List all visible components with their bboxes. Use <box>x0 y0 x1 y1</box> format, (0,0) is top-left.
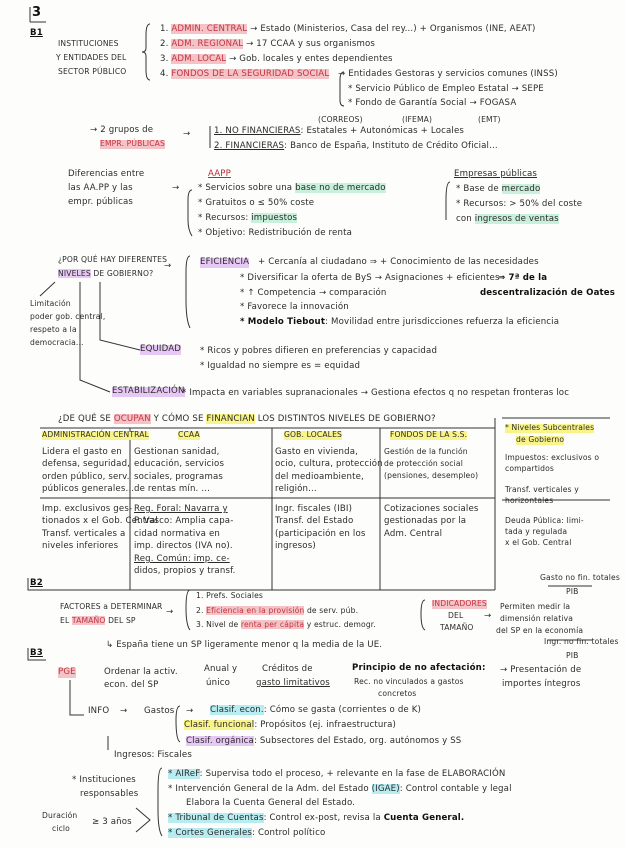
medir-1: Permiten medir la <box>500 602 571 611</box>
duracion-3: ≥ 3 años <box>92 817 132 827</box>
frac2-num: Ingr. no fin. totales <box>544 637 619 646</box>
annot-emt: (EMT) <box>478 115 501 124</box>
limitacion-4: democracia... <box>30 338 84 347</box>
instituciones-line3: SECTOR PÚBLICO <box>58 67 127 76</box>
medir-2: dimensión relativa <box>500 614 574 623</box>
recursos-1: Rec. no vinculados a gastos <box>354 677 464 686</box>
duracion-2: ciclo <box>52 824 70 833</box>
grupos-line2: EMPR. PÚBLICAS <box>100 139 165 148</box>
ingresos: Ingresos: Fiscales <box>114 750 192 760</box>
pref-1: 1. Prefs. Sociales <box>196 591 264 600</box>
eficiencia-5: * Modelo Tiebout: Movilidad entre jurisdicciones refuerza la eficiencia <box>240 317 560 327</box>
recursos-2: concretos <box>378 689 417 698</box>
estabilizacion-1: * Impacta en variables supranacionales → Gestiona efectos q no respetan fronteras loc <box>182 388 570 398</box>
annot-correos: (CORREOS) <box>318 115 363 124</box>
equidad-2: * Igualdad no siempre es = equidad <box>200 361 361 371</box>
financieras: 2. FINANCIERAS: Banco de España, Instituto de Crédito Oficial... <box>214 141 498 151</box>
aapp-3: * Recursos: impuestos <box>198 213 298 223</box>
item-4: 4. FONDOS DE LA SEGURIDAD SOCIAL <box>160 69 330 79</box>
limitacion-1: Limitación <box>30 299 71 308</box>
diferencias-line1: Diferencias entre <box>68 169 145 179</box>
side-impuestos: Impuestos: exclusivos o compartidos <box>505 453 600 473</box>
arrow-diferencias: → <box>172 183 180 193</box>
col-header-ccaa: CCAA <box>178 430 200 439</box>
col-header-fondos: FONDOS DE LA S.S. <box>390 430 468 439</box>
page-number: 3 <box>32 5 42 20</box>
fondo-3: * Fondo de Garantía Social → FOGASA <box>348 98 517 108</box>
arrow-info: → <box>120 706 128 716</box>
limitacion-2: poder gob. central, <box>30 312 106 321</box>
annot-ifema: (IFEMA) <box>402 115 433 124</box>
creditos-1: Créditos de <box>262 664 313 674</box>
col-header-central: ADMINISTRACIÓN CENTRAL <box>42 430 149 439</box>
no-financieras: 1. NO FINANCIERAS: Estatales + Autonómicas + Locales <box>214 126 465 136</box>
indicadores-3: TAMAÑO <box>440 623 474 632</box>
cell-r2-c1: Imp. exclusivos ges- tionados x el Gob. Central Transf. verticales a niveles inferiores <box>42 504 158 552</box>
eficiencia-2: * Diversificar la oferta de ByS → Asignaciones + eficientes <box>240 273 500 283</box>
equidad-1: * Ricos y pobres difieren en preferencias y capacidad <box>200 346 438 356</box>
aapp-2: * Gratuitos o ≤ 50% coste <box>198 198 315 208</box>
instituciones-line2: Y ENTIDADES DEL <box>56 53 127 62</box>
section-b1-label: B1 <box>30 28 43 38</box>
eficiencia-label: EFICIENCIA <box>200 257 250 267</box>
empresas-1: * Base de mercado <box>456 184 541 194</box>
medir-3: del SP en la economía <box>496 626 584 635</box>
frac1-num: Gasto no fin. totales <box>540 573 620 582</box>
diferencias-line3: empr. públicas <box>68 197 134 207</box>
info-label: INFO <box>88 706 110 716</box>
clasif-funcional: Clasif. funcional: Propósitos (ej. infraestructura) <box>184 720 397 730</box>
frac2-den: PIB <box>566 651 579 660</box>
ordenar-2: econ. del SP <box>104 680 159 690</box>
cell-r1-c3: Gasto en vivienda, ocio, cultura, protección del medioambiente, religión... <box>275 447 383 495</box>
inst-2: responsables <box>80 789 139 799</box>
cell-r2-c4: Cotizaciones sociales gestionadas por la Adm. Central <box>384 504 479 539</box>
eficiencia-1: + Cercanía al ciudadano ⇒ + Conocimiento de las necesidades <box>258 257 539 267</box>
estabilizacion-label: ESTABILIZACIÓN <box>112 386 185 396</box>
question-line2: NIVELES DE GOBIERNO? <box>58 269 154 278</box>
limitacion-3: respeto a la <box>30 325 77 334</box>
clasif-economica: Clasif. econ.: Cómo se gasta (corrientes o de K) <box>210 705 422 715</box>
section-b2-label: B2 <box>30 578 43 588</box>
anual-2: único <box>206 678 231 688</box>
cell-r2-c3: Ingr. fiscales (IBI) Transf. del Estado (participación en los ingresos) <box>275 504 366 552</box>
aapp-1: * Servicios sobre una base no de mercado <box>198 183 386 193</box>
duracion-1: Duración <box>42 811 78 820</box>
arrow-factores: → <box>166 607 174 617</box>
cell-r1-c4: Gestión de la función de protección social (pensiones, desempleo) <box>384 447 479 480</box>
empresas-3: con ingresos de ventas <box>456 214 559 224</box>
frac1-den: PIB <box>566 587 579 596</box>
side-header-2: de Gobierno <box>516 435 565 444</box>
fondo-2: * Servicio Público de Empleo Estatal → SEPE <box>348 84 544 94</box>
resp-igae-2: Elabora la Cuenta General del Estado. <box>186 798 356 808</box>
inst-1: * Instituciones <box>72 775 136 785</box>
presentacion-1: → Presentación de <box>500 665 582 675</box>
eficiencia-3: * ↑ Competencia → comparación <box>240 288 387 298</box>
item-3: 3. ADM. LOCAL → Gob. locales y entes dependientes <box>160 54 393 64</box>
cell-r2-c2: Reg. Foral: Navarra y P. Vasco: Amplia capa- cidad normativa en imp. directos (IVA no). Reg. Común: imp. ce- didos, propios y transf. <box>134 504 236 577</box>
resp-tribunal: * Tribunal de Cuentas: Control ex-post, revisa la Cuenta General. <box>168 813 465 823</box>
pref-3: 3. Nivel de renta per cápita y estruc. demogr. <box>196 620 376 629</box>
item-2: 2. ADM. REGIONAL → 17 CCAA y sus organismos <box>160 39 376 49</box>
cell-r1-c2: Gestionan sanidad, educación, servicios sociales, programas de rentas mín. ... <box>134 447 225 495</box>
arrow-niveles: → <box>164 261 172 271</box>
gastos-label: Gastos <box>144 706 175 716</box>
anual-1: Anual y <box>204 664 238 674</box>
side-transf: Transf. verticales y horizontales <box>505 485 579 505</box>
arrow-grupos: → <box>183 129 191 139</box>
pge-label: PGE <box>58 667 76 677</box>
eficiencia-2b: ⇒ 7ª de la <box>498 273 548 283</box>
aapp-4: * Objetivo: Redistribución de renta <box>198 228 353 238</box>
resp-cortes: * Cortes Generales: Control político <box>168 828 326 838</box>
side-deuda: Deuda Pública: limi- tada y regulada x el Gob. Central <box>505 516 584 547</box>
grupos-line1: → 2 grupos de <box>90 125 154 135</box>
item-1: 1. ADMIN. CENTRAL → Estado (Ministerios, Casa del rey...) + Organismos (INE, AEAT) <box>160 24 536 34</box>
fondo-1: → Entidades Gestoras y servicios comunes (INSS) <box>338 69 558 79</box>
aapp-title: AAPP <box>208 169 231 179</box>
indicadores-2: DEL <box>448 611 464 620</box>
empresas-title: Empresas públicas <box>454 169 537 179</box>
clasif-organica: Clasif. orgánica: Subsectores del Estado, org. autónomos y SS <box>186 736 462 746</box>
indicadores-1: INDICADORES <box>432 599 487 608</box>
diferencias-line2: las AA.PP y las <box>68 183 133 193</box>
creditos-2: gasto limitativos <box>256 678 330 688</box>
resp-igae: * Intervención General de la Adm. del Estado (IGAE): Control contable y legal <box>168 784 512 794</box>
empresas-2: * Recursos: > 50% del coste <box>456 199 583 209</box>
col-header-locales: GOB. LOCALES <box>284 430 342 439</box>
presentacion-2: importes íntegros <box>502 679 581 689</box>
pref-2: 2. Eficiencia en la provisión de serv. púb. <box>196 606 359 615</box>
factores-2: EL TAMAÑO DEL SP <box>60 616 136 625</box>
section-b3-label: B3 <box>30 648 43 658</box>
equidad-label: EQUIDAD <box>140 344 182 354</box>
question-line1: ¿POR QUÉ HAY DIFERENTES <box>58 255 168 264</box>
eficiencia-4: * Favorece la innovación <box>240 302 349 312</box>
ordenar-1: Ordenar la activ. <box>104 667 178 677</box>
cell-r1-c1: Lidera el gasto en defensa, seguridad, orden público, serv. públicos generales... <box>42 447 135 495</box>
eficiencia-2c: descentralización de Oates <box>480 288 616 298</box>
spain-note: ↳ España tiene un SP ligeramente menor q la media de la UE. <box>106 640 383 650</box>
arrow-indicadores: → <box>484 611 492 621</box>
factores-1: FACTORES a DETERMINAR <box>60 602 163 611</box>
side-header-1: * Niveles Subcentrales <box>505 423 595 432</box>
gastos-arrow: → <box>186 706 194 716</box>
principio: Principio de no afectación: <box>352 663 486 673</box>
resp-airef: * AIReF: Supervisa todo el proceso, + relevante en la fase de ELABORACIÓN <box>168 769 506 779</box>
instituciones-line1: INSTITUCIONES <box>58 39 119 48</box>
table-question: ¿DE QUÉ SE OCUPAN Y CÓMO SE FINANCIAN LOS DISTINTOS NIVELES DE GOBIERNO? <box>58 414 436 424</box>
